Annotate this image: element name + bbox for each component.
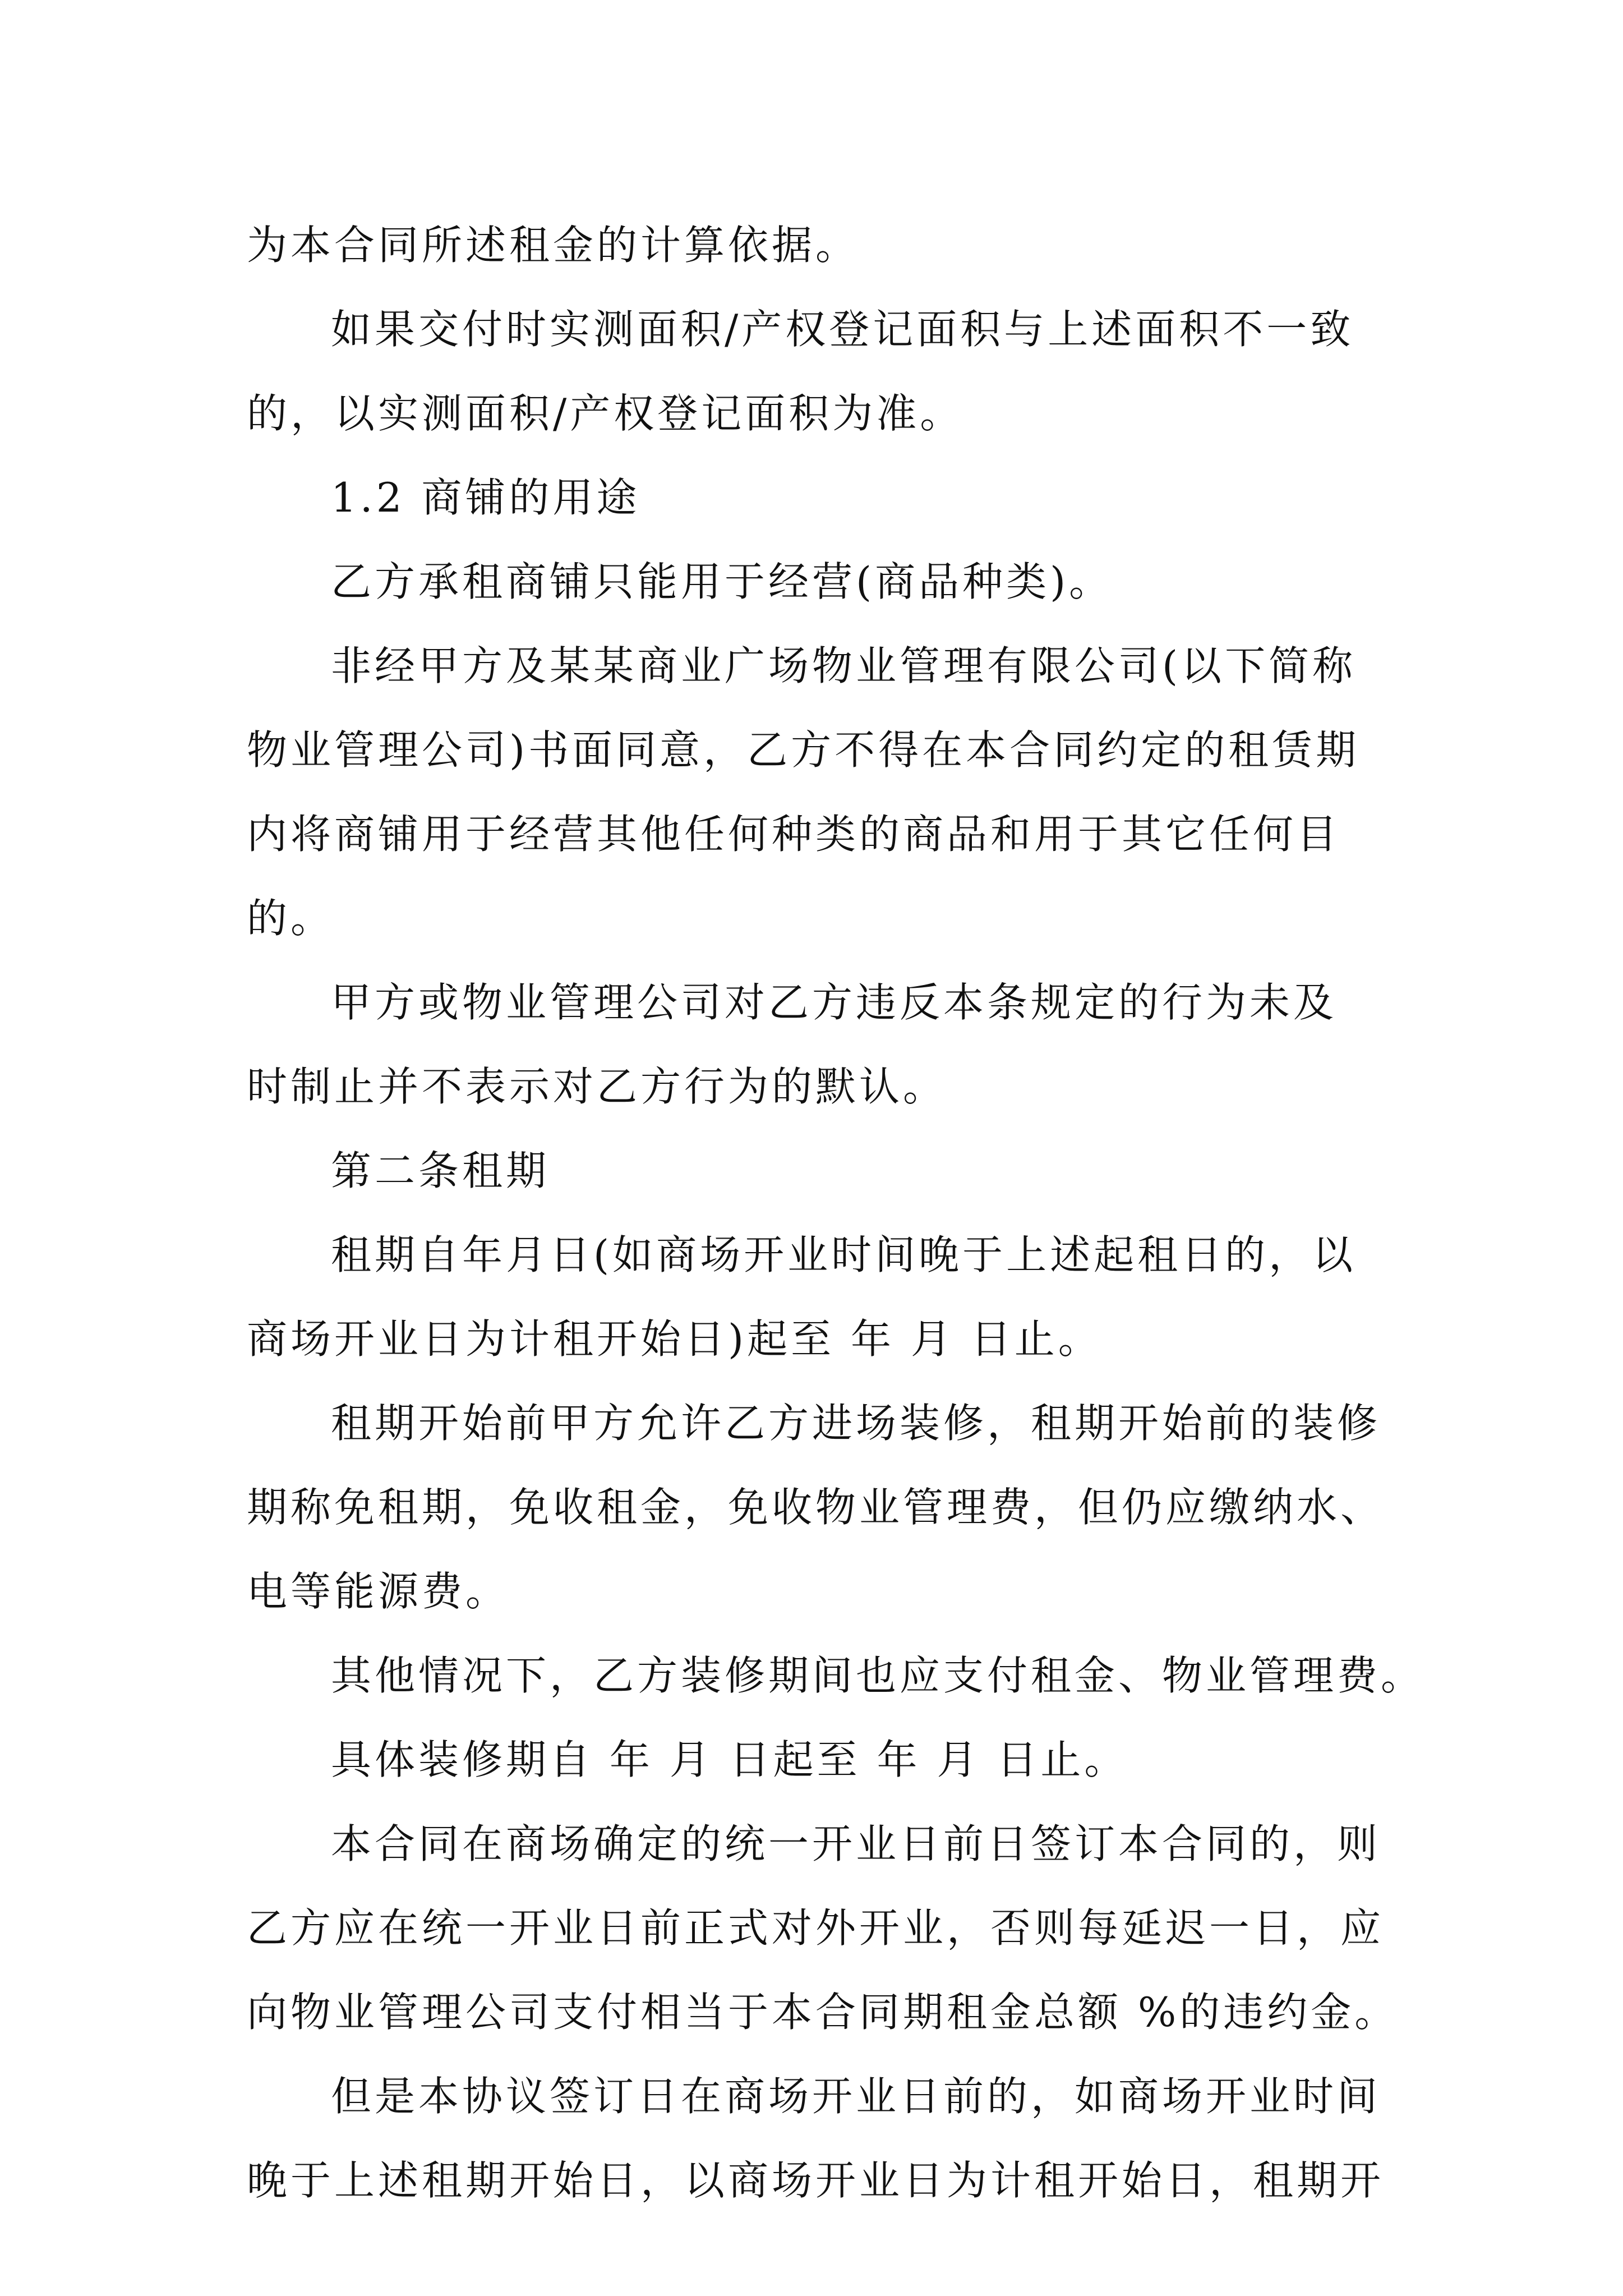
document-body	[247, 203, 1425, 2223]
text-line: 向物业管理公司支付相当于本合同期租金总额 %的违约金。	[247, 1989, 1399, 2036]
text-line: 晚于上述租期开始日，以商场开业日为计租开始日，租期开	[247, 2157, 1385, 2204]
text-line: 的。	[247, 895, 335, 942]
text-line: 但是本协议签订日在商场开业日前的，如商场开业时间	[331, 2073, 1381, 2120]
text-line: 其他情况下，乙方装修期间也应支付租金、物业管理费。	[331, 1652, 1425, 1699]
text-line: 的，以实测面积/产权登记面积为准。	[247, 390, 964, 437]
text-line: 电等能源费。	[247, 1568, 510, 1615]
text-line: 如果交付时实测面积/产权登记面积与上述面积不一致	[331, 306, 1354, 353]
text-line: 时制止并不表示对乙方行为的默认。	[247, 1063, 947, 1110]
text-line: 甲方或物业管理公司对乙方违反本条规定的行为未及	[331, 979, 1338, 1026]
text-line: 内将商铺用于经营其他任何种类的商品和用于其它任何目	[247, 811, 1341, 858]
text-line: 租期自年月日(如商场开业时间晚于上述起租日的，以	[331, 1231, 1357, 1278]
text-line: 物业管理公司)书面同意，乙方不得在本合同约定的租赁期	[247, 726, 1360, 774]
text-line: 租期开始前甲方允许乙方进场装修，租期开始前的装修	[331, 1400, 1381, 1447]
text-line: 为本合同所述租金的计算依据。	[247, 222, 860, 269]
text-line: 乙方应在统一开业日前正式对外开业，否则每延迟一日，应	[247, 1904, 1385, 1952]
text-line: 乙方承租商铺只能用于经营(商品种类)。	[331, 558, 1113, 605]
text-line: 第二条租期	[331, 1147, 550, 1194]
text-line: 商场开业日为计租开始日)起至 年 月 日止。	[247, 1315, 1102, 1363]
text-line: 具体装修期自 年 月 日起至 年 月 日止。	[331, 1736, 1128, 1783]
text-line: 非经甲方及某某商业广场物业管理有限公司(以下简称	[331, 642, 1357, 689]
text-line: 本合同在商场确定的统一开业日前日签订本合同的，则	[331, 1820, 1381, 1867]
text-line: 期称免租期，免收租金，免收物业管理费，但仍应缴纳水、	[247, 1484, 1385, 1531]
text-line: 1.2 商铺的用途	[331, 474, 640, 521]
